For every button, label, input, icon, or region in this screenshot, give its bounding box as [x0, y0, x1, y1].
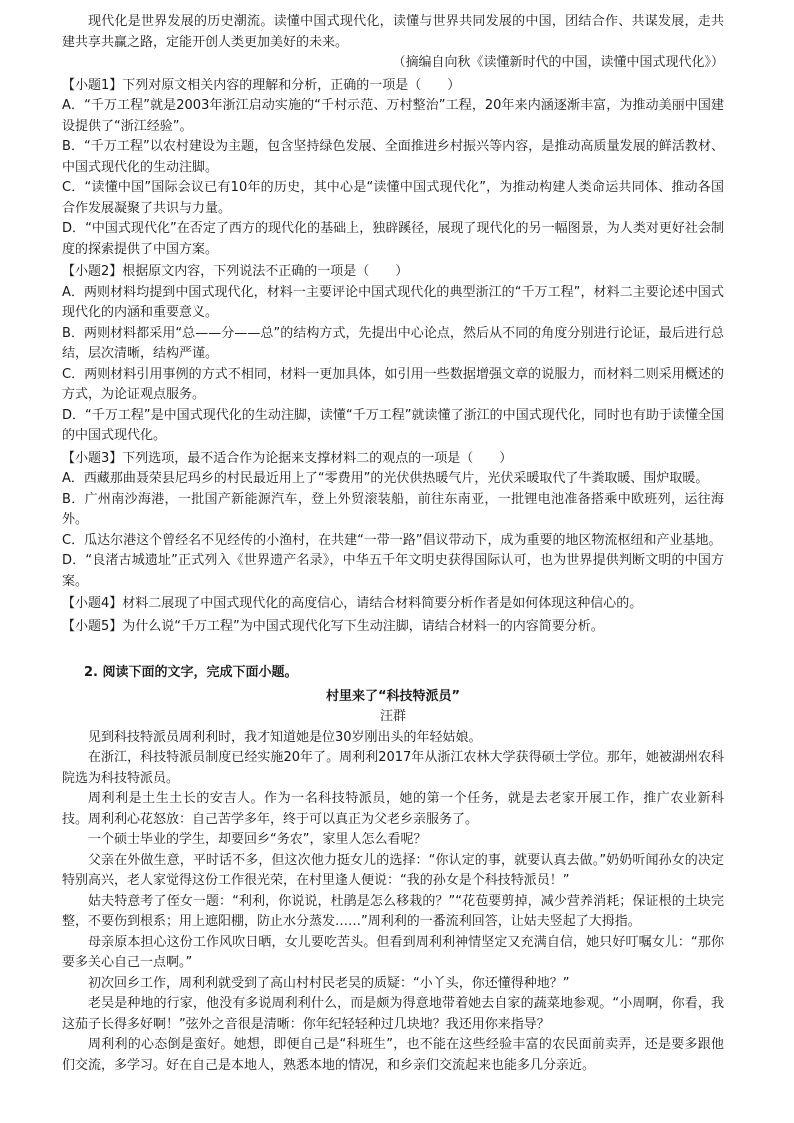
option-d: D．“中国式现代化”在否定了西方的现代化的基础上，独辟蹊径，展现了现代化的另一幅图景，为人类对更好社会制度的探索提供了中国方案。 [62, 221, 724, 257]
question-stem: 【小题1】下列对原文相关内容的理解和分析，正确的一项是（ ） [62, 77, 461, 93]
option-c: C．瓜达尔港这个曾经名不见经传的小渔村，在共建“一带一路”倡议带动下，成为重要的地区物流枢纽和产业基地。 [62, 532, 722, 548]
article-author: 汪群 [379, 709, 406, 724]
option-b: B．“千万工程”以农村建设为主题，包含坚持绿色发展、全面推进乡村振兴等内容，是推动高质量发展的鲜活教材、中国式现代化的生动注脚。 [62, 139, 724, 175]
question-4-stem: 【小题4】材料二展现了中国式现代化的高度信心，请结合材料简要分析作者是如何体现这种信心的。 [62, 596, 643, 611]
option-b: B．广州南沙海港，一批国产新能源汽车，登上外贸滚装船，前往东南亚，一批锂电池准备搭乘中欧班列，运往海外。 [62, 491, 724, 527]
article-paragraph: 老吴是种地的行家，他没有多说周利利什么，而是颇为得意地带着她去自家的蔬菜地参观。“小周啊，你看，我这茄子长得多好啊！”弦外之音很是清晰：你年纪轻轻种过几块地？我还用你来指导？ [62, 996, 724, 1032]
question-3 [62, 449, 724, 593]
option-c: C．两则材料引用事例的方式不相同，材料一更加具体，如引用一些数据增强文章的说服力，而材料二则采用概述的方式，为论证观点服务。 [62, 366, 724, 402]
option-c: C．“读懂中国”国际会议已有10年的历史，其中心是“读懂中国式现代化”，为推动构建人类命运共同体、推动各国合作发展凝聚了共识与力量。 [62, 180, 724, 216]
article-paragraph: 初次回乡工作，周利利就受到了高山村村民老吴的质疑：“小丫头，你还懂得种地？” [88, 975, 570, 991]
source-citation: （摘编自向秋《读懂新时代的中国，读懂中国式现代化》） [392, 55, 724, 70]
question-5-stem: 【小题5】为什么说“千万工程”为中国式现代化写下生动注脚，请结合材料一的内容简要分析。 [62, 618, 604, 634]
option-a: A．“千万工程”就是2003年浙江启动实施的“千村示范、万村整治”工程，20年来内涵逐渐丰富，为推动美丽中国建设提供了“浙江经验”。 [62, 98, 724, 134]
article-paragraph: 母亲原本担心这份工作风吹日晒，女儿要吃苦头。但看到周利利神情坚定又充满自信，她只好叮嘱女儿：“那你要多关心自己一点啊。” [62, 934, 724, 970]
option-a: A．西藏那曲聂荣县尼玛乡的村民最近用上了“零费用”的光伏供热暖气片，光伏采暖取代了牛粪取暖、围炉取暖。 [62, 471, 709, 486]
option-a: A．两则材料均提到中国式现代化，材料一主要评论中国式现代化的典型浙江的“千万工程”，材料二主要论述中国式现代化的内涵和重要意义。 [62, 284, 724, 320]
article-paragraph: 周利利是土生土长的安吉人。作为一名科技特派员，她的第一个任务，就是去老家开展工作，推广农业新科技。周利利心花怒放：自己苦学多年，终于可以真正为父老乡亲服务了。 [62, 791, 724, 827]
question-stem: 【小题3】下列选项，最不适合作为论据来支撑材料二的观点的一项是（ ） [62, 450, 513, 466]
question-1 [62, 76, 724, 261]
question-2 [62, 262, 724, 447]
article-paragraph: 父亲在外做生意，平时话不多，但这次他力挺女儿的选择：“你认定的事，就要认真去做。”奶奶听闻孙女的决定特别高兴，老人家觉得这份工作很光荣，在村里逢人便说：“我的孙女是个科技特派员！” [62, 852, 724, 888]
article-title: 村里来了“科技特派员” [325, 688, 461, 704]
option-d: D．“千万工程”是中国式现代化的生动注脚，读懂“千万工程”就读懂了浙江的中国式现代化，同时也有助于读懂全国的中国式现代化。 [62, 407, 724, 443]
article-paragraph: 周利利的心态倒是蛮好。她想，即便自己是“科班生”，也不能在这些经验丰富的农民面前卖弄，还是要多跟他们交流，多学习。好在自己是本地人，熟悉本地的情况，和乡亲们交流起来也能多几分亲近。 [62, 1037, 724, 1073]
intro-paragraph: 现代化是世界发展的历史潮流。读懂中国式现代化，读懂与世界共同发展的中国，团结合作、共谋发展，走共建共享共赢之路，定能开创人类更加美好的未来。 [62, 14, 724, 50]
article-paragraph: 在浙江，科技特派员制度已经实施20年了。周利利2017年从浙江农林大学获得硕士学位。那年，她被湖州农科院选为科技特派员。 [62, 750, 724, 786]
article-paragraph: 见到科技特派员周利利时，我才知道她是位30岁刚出头的年轻姑娘。 [88, 729, 482, 745]
question-stem: 【小题2】根据原文内容，下列说法不正确的一项是（ ） [62, 264, 409, 279]
section-2-heading: 2. 阅读下面的文字，完成下面小题。 [84, 665, 298, 680]
article-paragraph: 一个硕士毕业的学生，却要回乡“务农”，家里人怎么看呢？ [88, 832, 427, 847]
article-paragraph: 姑夫特意考了侄女一题：“利利，你说说，杜鹃是怎么移栽的？”“花苞要剪掉，减少营养消耗；保证根的土块完整，不要伤到根系；用上遮阳棚，防止水分蒸发……”周利利的一番流利回答，让姑夫竖起了大拇指。 [62, 893, 724, 929]
option-b: B．两则材料都采用“总——分——总”的结构方式，先提出中心论点，然后从不同的角度分别进行论证，最后进行总结，层次清晰，结构严谨。 [62, 325, 724, 361]
option-d: D．“良渚古城遗址”正式列入《世界遗产名录》，中华五千年文明史获得国际认可，也为世界提供判断文明的中国方案。 [62, 553, 724, 589]
